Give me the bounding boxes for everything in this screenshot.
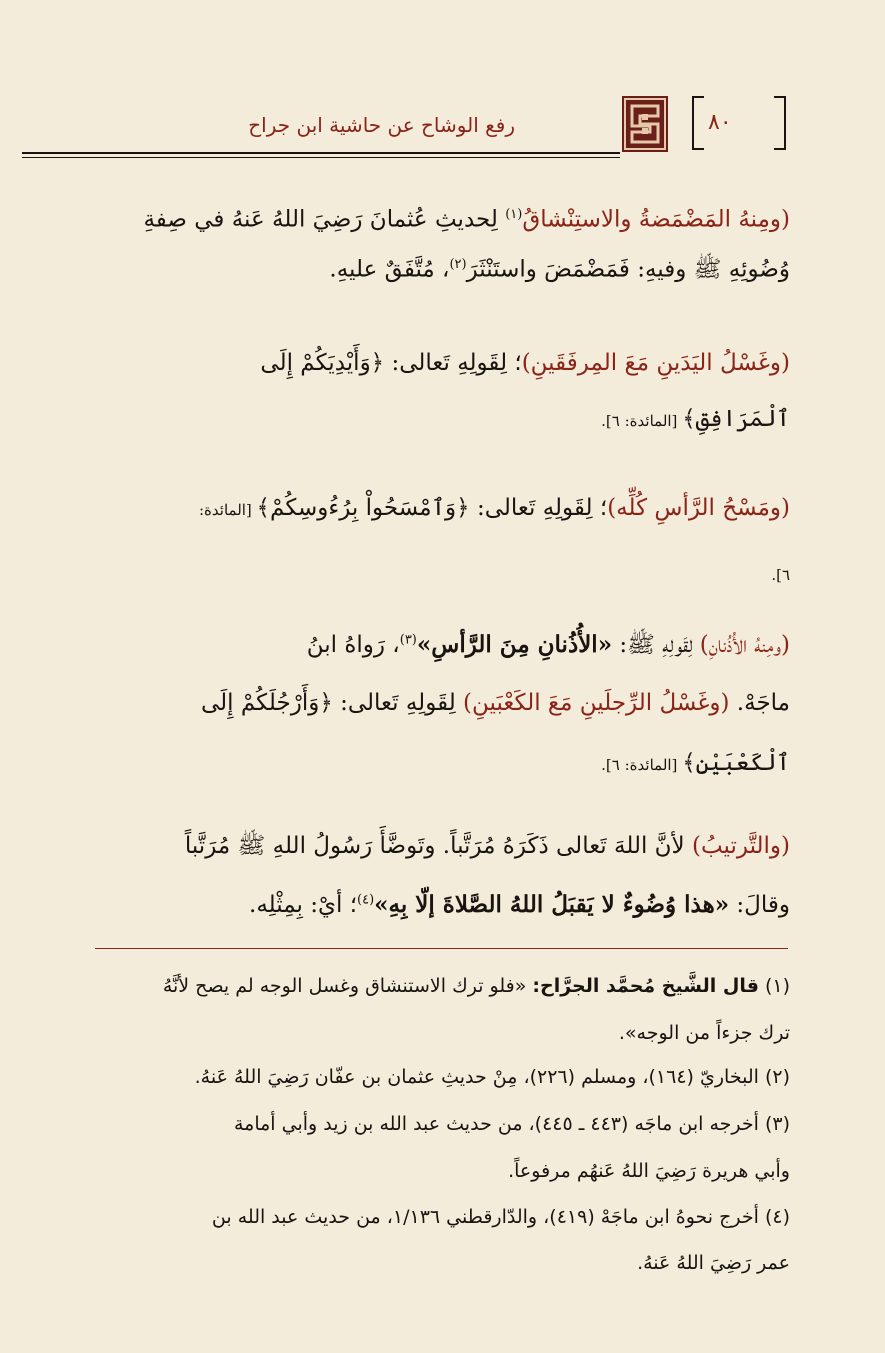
footnote-ref: (٤): [357, 892, 375, 908]
text-segment: (٣) أخرجه ابن ماجَه (٤٤٣ ـ ٤٤٥)، من حديث عبد الله بن زيد وأبي أمامة: [233, 1113, 790, 1135]
text-segment: (٤) أخرج نحوهُ ابن ماجَهْ (٤١٩)، والدّارقطني ١/١٣٦، من حديث عبد الله بن: [211, 1206, 790, 1228]
citation: [المائدة: ٦].: [601, 412, 683, 430]
matn-phrase: (ومِنهُ الأُذُنانِ): [699, 632, 790, 658]
quoted-text: «الأُذُنانِ مِنَ الرَّأسِ»: [416, 631, 613, 658]
quoted-text: قال الشَّيخ مُحمَّد الجرَّاح:: [532, 975, 759, 997]
footnote-line: [619, 1022, 790, 1044]
text-segment: (٢) البخاريّ (١٦٤)، ومسلم (٢٢٦)، مِنْ حديثِ عثمان بن عفّان رَضِيَ اللهُ عَنهُ.: [194, 1066, 790, 1088]
footnote-line: [637, 1252, 790, 1274]
text-segment: لِحديثِ عُثمانَ رَضِيَ اللهُ عَنهُ في صِفةِ: [143, 206, 506, 233]
text-segment: ماجَهْ.: [729, 690, 790, 716]
text-segment: ٱلْكَعْبَيْنِ﴾: [682, 750, 790, 776]
page-number: ٨٠: [708, 110, 732, 135]
text-segment: لأنَّ اللهَ تَعالى ذَكَرَهُ مُرَتَّباً. وتَوضَّأَ رَسُولُ اللهِ ﷺ مُرَتَّباً: [184, 833, 692, 859]
footnotes: [45, 0, 790, 1353]
footnote-line: [508, 1160, 790, 1182]
text-segment: ترك جزءاً من الوجه».: [618, 1022, 790, 1044]
footnote-ref: (١): [505, 207, 523, 222]
citation: [المائدة:: [198, 501, 257, 519]
footnote-line: [195, 1066, 790, 1088]
footnote-ref: (٣): [399, 632, 417, 648]
text-segment: عمر رَضِيَ اللهُ عَنهُ.: [637, 1252, 790, 1274]
running-title: رفع الوشاح عن حاشية ابن جراح: [248, 113, 515, 137]
text-segment: ؛ أيْ: بِمِثْلِه.: [249, 892, 358, 918]
text-segment: «فلو ترك الاستنشاق وغسل الوجه لم يصح لأنَّهُ: [162, 975, 533, 997]
text-segment: لِقَولِهِ ﷺ:: [612, 632, 700, 658]
text-segment: (١): [758, 975, 790, 997]
footnote-line: [163, 975, 790, 997]
footnote-line: [234, 1113, 790, 1135]
text-segment: ، مُتَّفَقٌ عليهِ.: [329, 256, 450, 283]
citation: [المائدة: ٦].: [601, 756, 683, 774]
text-segment: ؛ لِقَولِهِ تَعالى: ﴿وَأَيْدِيَكُمْ إِلَى: [260, 350, 522, 376]
matn-phrase: (ومِنهُ المَضْمَضةُ والاستِنْشاقُ: [522, 206, 790, 233]
text-segment: ؛ لِقَولِهِ تَعالى: ﴿وَٱمْسَحُواْ بِرُءُوسِكُمْ﴾: [256, 495, 608, 521]
citation: ٦].: [771, 566, 790, 584]
matn-phrase: (وغَسْلُ الرِّجلَينِ مَعَ الكَعْبَينِ): [463, 690, 730, 716]
text-segment: وقالَ:: [729, 892, 790, 918]
text-segment: ، رَواهُ ابنُ: [306, 632, 400, 658]
quoted-text: «هذا وُضُوءٌ لا يَقبَلُ اللهُ الصَّلاةَ إلّا بِهِ»: [374, 891, 730, 918]
footnote-ref: (٢): [449, 257, 467, 272]
footnote-line: [212, 1206, 790, 1228]
text-segment: وُضُوئِهِ ﷺ وفيهِ: فَمَضْمَضَ واستَنْثَرَ: [466, 256, 790, 283]
text-segment: لِقَولِهِ تَعالى: ﴿وَأَرْجُلَكُمْ إِلَى: [201, 690, 464, 716]
matn-phrase: (وغَسْلُ اليَدَينِ مَعَ المِرفَقَينِ): [521, 350, 790, 376]
matn-phrase: (والتَّرتيبُ): [691, 833, 790, 859]
text-segment: وأبي هريرة رَضِيَ اللهُ عَنهُم مرفوعاً.: [508, 1160, 790, 1182]
matn-phrase: (ومَسْحُ الرَّأسِ كُلِّه): [607, 495, 790, 521]
text-segment: ٱلْمَرَافِقِ﴾: [682, 406, 790, 432]
